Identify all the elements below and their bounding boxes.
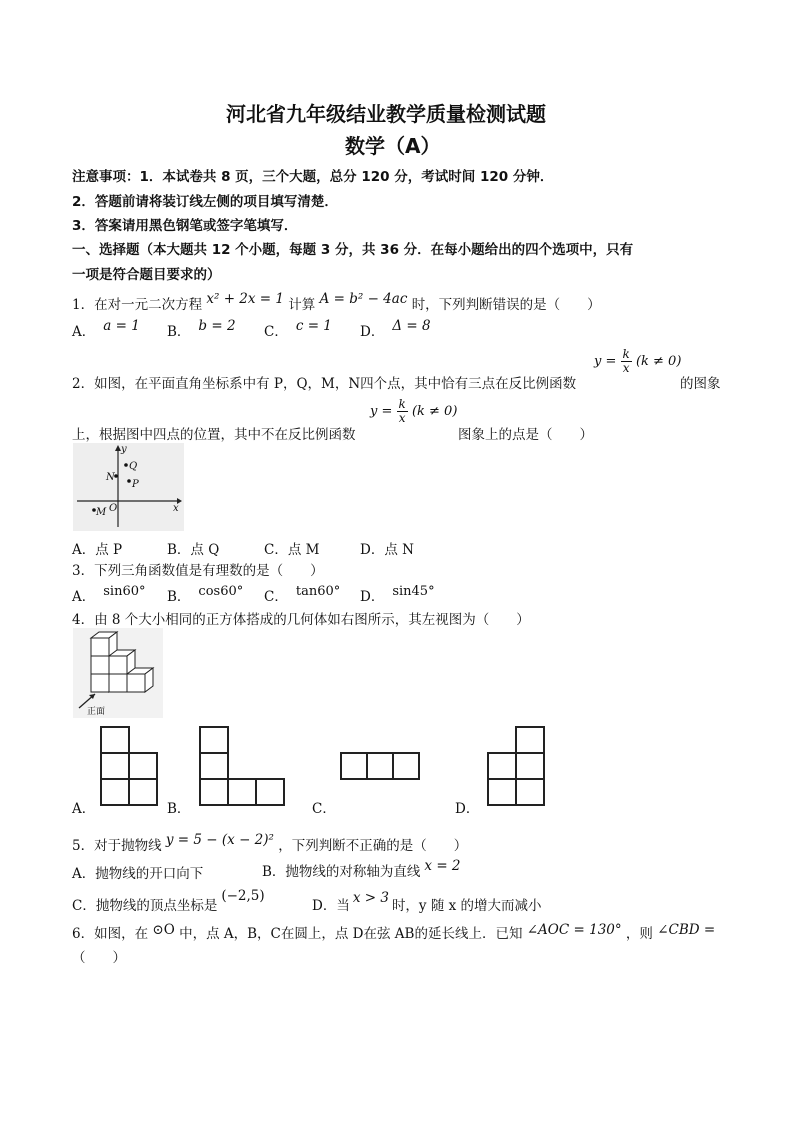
q4-front-label: 正面 bbox=[87, 707, 106, 717]
q3-option-c[interactable]: C． tan60° bbox=[264, 584, 341, 605]
q1-stem bbox=[72, 293, 601, 313]
q6-post: ，则 bbox=[625, 926, 653, 942]
q2-fig-label-q: Q bbox=[129, 461, 138, 472]
q2-function-2: y = $\frac{k}{x}$ (k ≠ 0) bbox=[370, 397, 458, 425]
q5-option-a[interactable]: A．抛物线的开口向下 bbox=[72, 866, 204, 882]
q5-option-c[interactable]: C．抛物线的顶点坐标是(−2,5) bbox=[72, 888, 265, 914]
q5-stem bbox=[72, 834, 467, 854]
q2-option-c[interactable]: C．点 M bbox=[264, 542, 320, 558]
q5-option-d[interactable]: D．当 x > 3 时，y 随 x 的增大而减小 bbox=[312, 890, 542, 914]
q3-stem: 3．下列三角函数值是有理数的是（ ） bbox=[72, 563, 324, 579]
q2-line1: 2．如图，在平面直角坐标系中有 P，Q，M，N四个点，其中恰有三点在反比例函数 bbox=[72, 376, 577, 392]
note-2: 2．答题前请将装订线左侧的项目填写清楚． bbox=[72, 194, 338, 210]
q2-line1-end: 的图象 bbox=[680, 376, 721, 392]
q6-angle: ∠AOC = 130° bbox=[526, 922, 622, 938]
q1-pre: 1．在对一元二次方程 bbox=[72, 297, 203, 313]
q3-option-b[interactable]: B． cos60° bbox=[167, 584, 244, 605]
q2-line2-end: 图象上的点是（ ） bbox=[458, 427, 593, 443]
q2-coordinate-figure bbox=[73, 443, 184, 531]
page-title: 河北省九年级结业教学质量检测试题 bbox=[226, 102, 546, 126]
q4-option-a-label[interactable]: A． bbox=[72, 801, 96, 817]
q4-option-d-label[interactable]: D． bbox=[455, 801, 480, 817]
note-3: 3．答案请用黑色钢笔或签字笔填写． bbox=[72, 218, 298, 234]
q1-equation2: A = b² − 4ac bbox=[319, 291, 408, 307]
q5-post: ，下列判断不正确的是（ ） bbox=[278, 838, 468, 854]
q1-option-b[interactable]: B． b = 2 bbox=[167, 318, 236, 340]
q5-option-b[interactable]: B．抛物线的对称轴为直线 x = 2 bbox=[262, 858, 461, 880]
q2-function-1: y = $\frac{k}{x}$ (k ≠ 0) bbox=[594, 347, 682, 375]
q4-option-c-figure[interactable] bbox=[338, 748, 426, 784]
q6-circle: ⊙O bbox=[152, 922, 175, 938]
q6-stem bbox=[72, 922, 715, 942]
q2-line2: 上，根据图中四点的位置，其中不在反比例函数 bbox=[72, 427, 356, 443]
q4-cube-figure bbox=[73, 628, 163, 718]
q2-fig-label-p: P bbox=[132, 479, 139, 490]
q4-option-d-figure[interactable] bbox=[482, 723, 552, 809]
q3-option-d[interactable]: D． sin45° bbox=[360, 584, 435, 605]
q1-option-c[interactable]: C． c = 1 bbox=[264, 318, 332, 340]
q3-option-a[interactable]: A． sin60° bbox=[72, 584, 146, 605]
q2-fig-label-x: x bbox=[173, 503, 179, 514]
q4-option-c-label[interactable]: C． bbox=[312, 801, 336, 817]
section-heading-line2: 一项是符合题目要求的） bbox=[72, 267, 221, 283]
page-subtitle: 数学（A） bbox=[345, 134, 441, 158]
section-heading-line1: 一、选择题（本大题共 12 个小题，每题 3 分，共 36 分．在每小题给出的四个选项中，只有 bbox=[72, 242, 634, 258]
q4-stem: 4．由 8 个大小相同的正方体搭成的几何体如右图所示，其左视图为（ ） bbox=[72, 612, 530, 628]
q2-option-b[interactable]: B．点 Q bbox=[167, 542, 220, 558]
q2-option-a[interactable]: A．点 P bbox=[72, 542, 123, 558]
q6-pre: 6．如图，在 bbox=[72, 926, 149, 942]
q1-option-a[interactable]: A． a = 1 bbox=[72, 318, 140, 340]
q1-post: 时，下列判断错误的是（ ） bbox=[411, 297, 601, 313]
q1-option-d[interactable]: D． Δ = 8 bbox=[360, 318, 431, 340]
q4-option-b-label[interactable]: B． bbox=[167, 801, 191, 817]
q2-fig-label-m: M bbox=[96, 507, 107, 518]
note-1: 注意事项：1．本试卷共 8 页，三个大题，总分 120 分，考试时间 120 分钟． bbox=[72, 169, 554, 185]
q2-option-d[interactable]: D．点 N bbox=[360, 542, 414, 558]
q2-fig-label-n: N bbox=[106, 472, 115, 483]
q4-option-b-figure[interactable] bbox=[193, 723, 289, 809]
q6-mid: 中，点 A，B，C在圆上，点 D在弦 AB的延长线上．已知 bbox=[179, 926, 523, 942]
q6-answer-blank[interactable]: （ ） bbox=[72, 950, 126, 966]
q4-option-a-figure[interactable] bbox=[97, 723, 163, 809]
q1-mid: 计算 bbox=[288, 297, 316, 313]
q5-equation: y = 5 − (x − 2)² bbox=[165, 832, 274, 848]
q6-angle2: ∠CBD = bbox=[657, 922, 716, 938]
q5-pre: 5．对于抛物线 bbox=[72, 838, 162, 854]
q2-fig-label-y: y bbox=[121, 444, 127, 455]
q2-fig-label-o: O bbox=[109, 503, 118, 514]
q1-equation: x² + 2x = 1 bbox=[206, 291, 284, 307]
